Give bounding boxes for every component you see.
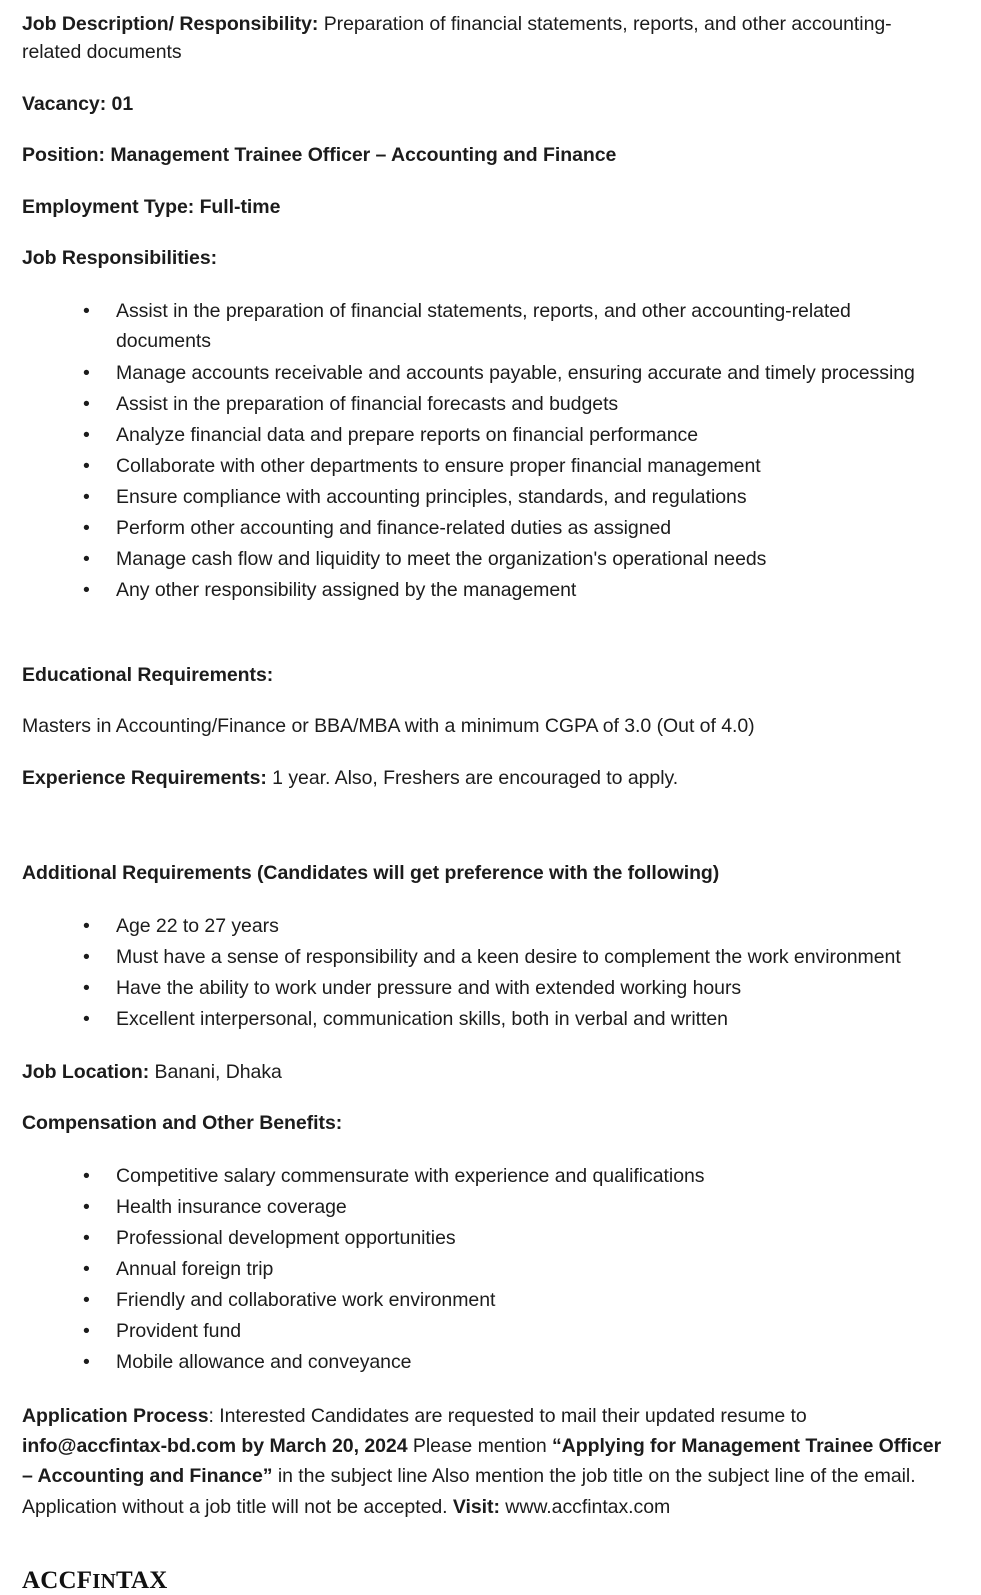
- company-website: www.accfintax.com: [499, 1495, 671, 1518]
- job-location-label: Job Location:: [22, 1060, 150, 1083]
- list-item-text: Friendly and collaborative work environment: [116, 1289, 496, 1312]
- application-process-segment-2: Please mention: [407, 1435, 552, 1458]
- list-item-text: Manage cash flow and liquidity to meet the organization's operational needs: [116, 548, 767, 571]
- list-item-text: Collaborate with other departments to ensure proper financial management: [116, 454, 761, 477]
- application-email-deadline: info@accfintax-bd.com by March 20, 2024: [22, 1435, 408, 1458]
- application-quoted-title: “Applying for Management Trainee Officer – Accounting and Finance”: [22, 1435, 942, 1488]
- bullet-icon: •: [83, 1226, 90, 1249]
- experience-requirements-paragraph: [22, 764, 945, 792]
- visit-label: Visit:: [452, 1495, 500, 1518]
- experience-requirements-text: 1 year. Also, Freshers are encouraged to apply.: [266, 766, 679, 789]
- experience-requirements-label: Experience Requirements:: [22, 766, 267, 789]
- list-item: [22, 1192, 945, 1223]
- bullet-icon: •: [83, 454, 90, 477]
- list-item: [22, 1285, 945, 1316]
- job-responsibilities-list: [22, 296, 945, 606]
- list-item: [22, 575, 945, 606]
- bullet-icon: •: [83, 299, 90, 322]
- bullet-icon: •: [83, 1320, 90, 1343]
- bullet-icon: •: [83, 977, 90, 999]
- list-item: [22, 1004, 945, 1035]
- bullet-icon: •: [83, 1008, 90, 1031]
- list-item: [22, 451, 945, 482]
- list-item: [22, 420, 945, 451]
- compensation-list: [22, 1161, 945, 1378]
- application-process-paragraph: [22, 1401, 945, 1522]
- list-item: [22, 911, 945, 942]
- educational-requirements-heading: Educational Requirements:: [22, 663, 274, 686]
- list-item-text: Competitive salary commensurate with experience and qualifications: [116, 1164, 705, 1187]
- bullet-icon: •: [83, 1195, 90, 1218]
- company-logo: [22, 1567, 945, 1595]
- list-item-text: Manage accounts receivable and accounts payable, ensuring accurate and timely processing: [116, 361, 915, 384]
- bullet-icon: •: [83, 1164, 90, 1187]
- section-spacer: [22, 847, 945, 859]
- list-item-text: Analyze financial data and prepare reports on financial performance: [116, 423, 699, 446]
- list-item-text: Have the ability to work under pressure and with extended working hours: [116, 977, 742, 999]
- list-item: [22, 973, 945, 1004]
- application-process-segment-3: in the subject line Also mention the job title on the subject line of the email. Application without a job title will not be accepted.: [22, 1465, 916, 1518]
- list-item-text: Age 22 to 27 years: [116, 914, 279, 937]
- list-item: [22, 1316, 945, 1347]
- bullet-icon: •: [83, 548, 90, 571]
- job-description-text: Preparation of financial statements, reports, and other accounting-related documents: [22, 13, 892, 64]
- list-item: [22, 1161, 945, 1192]
- list-item-text: Any other responsibility assigned by the management: [116, 579, 577, 602]
- section-spacer: [22, 815, 945, 847]
- logo-part-2: IN: [92, 1568, 116, 1593]
- list-item-text: Must have a sense of responsibility and a keen desire to complement the work environment: [116, 945, 901, 968]
- list-item-text: Excellent interpersonal, communication skills, both in verbal and written: [116, 1008, 728, 1031]
- bullet-icon: •: [83, 1289, 90, 1312]
- list-item-text: Annual foreign trip: [116, 1257, 274, 1280]
- list-item: [22, 513, 945, 544]
- list-item-text: Ensure compliance with accounting principles, standards, and regulations: [116, 485, 747, 508]
- list-item: [22, 1254, 945, 1285]
- job-location-text: Banani, Dhaka: [149, 1060, 282, 1083]
- bullet-icon: •: [83, 423, 90, 446]
- position-line: Position: Management Trainee Officer – Accounting and Finance: [22, 144, 617, 167]
- application-process-label: Application Process: [22, 1404, 209, 1427]
- list-item: [22, 942, 945, 973]
- employment-type-line: Employment Type: Full-time: [22, 195, 281, 218]
- additional-requirements-list: [22, 911, 945, 1035]
- section-spacer: [22, 629, 945, 661]
- bullet-icon: •: [83, 914, 90, 937]
- additional-requirements-heading: Additional Requirements (Candidates will get preference with the following): [22, 862, 720, 885]
- list-item-text: Assist in the preparation of financial statements, reports, and other accounting-related documents: [116, 299, 851, 353]
- list-item: [22, 544, 945, 575]
- logo-part-1: ACCF: [22, 1566, 93, 1594]
- job-description-label: Job Description/ Responsibility:: [22, 13, 319, 35]
- bullet-icon: •: [83, 1257, 90, 1280]
- bullet-icon: •: [83, 517, 90, 540]
- compensation-heading: Compensation and Other Benefits:: [22, 1112, 343, 1135]
- list-item-text: Health insurance coverage: [116, 1195, 347, 1218]
- bullet-icon: •: [83, 579, 90, 602]
- list-item: [22, 1347, 945, 1378]
- list-item: [22, 482, 945, 513]
- list-item-text: Professional development opportunities: [116, 1226, 456, 1249]
- vacancy-line: Vacancy: 01: [22, 92, 134, 115]
- list-item: [22, 1223, 945, 1254]
- bullet-icon: •: [83, 361, 90, 384]
- list-item-text: Perform other accounting and finance-related duties as assigned: [116, 517, 672, 540]
- list-item-text: Assist in the preparation of financial forecasts and budgets: [116, 392, 619, 415]
- bullet-icon: •: [83, 485, 90, 508]
- job-description-paragraph: [22, 10, 945, 67]
- list-item: [22, 389, 945, 420]
- bullet-icon: •: [83, 392, 90, 415]
- list-item: [22, 296, 945, 357]
- bullet-icon: •: [83, 1351, 90, 1374]
- list-item-text: Provident fund: [116, 1320, 242, 1343]
- bullet-icon: •: [83, 945, 90, 968]
- list-item-text: Mobile allowance and conveyance: [116, 1351, 412, 1374]
- job-responsibilities-heading: Job Responsibilities:: [22, 247, 218, 270]
- application-process-segment-1: : Interested Candidates are requested to mail their updated resume to: [208, 1404, 807, 1427]
- job-location-paragraph: [22, 1058, 945, 1086]
- educational-requirements-text: Masters in Accounting/Finance or BBA/MBA with a minimum CGPA of 3.0 (Out of 4.0): [22, 715, 755, 738]
- list-item: [22, 358, 945, 389]
- logo-part-3: TAX: [115, 1566, 168, 1594]
